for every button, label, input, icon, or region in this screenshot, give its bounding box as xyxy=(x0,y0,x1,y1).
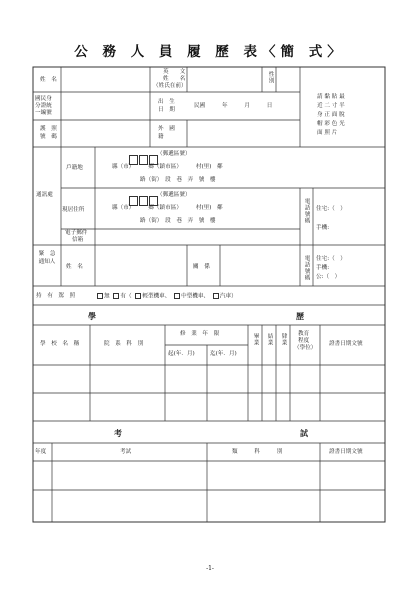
gender-label: 性別 xyxy=(267,71,274,85)
gender-field[interactable] xyxy=(277,68,299,91)
email-field[interactable] xyxy=(96,230,299,244)
household-addr-line1[interactable]: 縣（市） 鄉（鎮市區） 村(里) 鄰 xyxy=(112,164,223,170)
graduated-header: 畢業 xyxy=(252,333,259,347)
photo-instruction-2: 近 二 寸 半 xyxy=(317,103,345,109)
license-medium-checkbox[interactable] xyxy=(174,293,180,299)
page-number: -1- xyxy=(206,565,214,572)
name-field[interactable] xyxy=(62,68,149,91)
emergency-name-field[interactable] xyxy=(96,246,186,285)
emergency-name-label: 姓 名 xyxy=(66,264,83,270)
english-name-label-1: 英 文 xyxy=(163,69,186,75)
license-none-checkbox[interactable] xyxy=(97,293,103,299)
household-addr-line2[interactable]: 路（街） 段 巷 弄 號 樓 xyxy=(140,177,216,183)
birth-date-field[interactable]: 民國 年 月 日 xyxy=(194,103,273,109)
education-row-2[interactable] xyxy=(34,394,384,420)
exam-row-2[interactable] xyxy=(34,491,384,521)
form-title: 公 務 人 員 履 歷 表〈簡 式〉 xyxy=(74,44,346,60)
license-medium-label: 中型機車、 xyxy=(181,293,210,300)
completed-header: 結業 xyxy=(266,333,273,347)
photo-instruction-5: 面 照 片 xyxy=(317,130,338,136)
residence-addr-line2[interactable]: 路（街） 段 巷 弄 號 樓 xyxy=(140,218,216,224)
license-has-checkbox[interactable] xyxy=(113,293,119,299)
degree-header-3: （學位） xyxy=(294,345,317,351)
passport-label-1: 護 照 xyxy=(40,126,57,132)
exam-row-1[interactable] xyxy=(34,462,384,489)
dropped-header: 肄業 xyxy=(280,333,287,347)
emergency-label: 緊 急 通知人 xyxy=(38,251,61,265)
license-light-label: 輕型機車、 xyxy=(142,293,171,300)
license-car-checkbox[interactable] xyxy=(213,293,219,299)
email-label-1: 電子郵件 xyxy=(65,230,88,236)
household-label: 戶籍地 xyxy=(66,165,83,171)
email-label-2: 信箱 xyxy=(72,237,84,243)
residence-postal-label: （郵遞區號） xyxy=(157,192,191,198)
degree-header-1: 教育 xyxy=(298,331,310,337)
cert-header: 證書日期文號 xyxy=(329,341,363,347)
address-label: 通訊處 xyxy=(36,192,53,198)
mobile-field[interactable]: 手機: xyxy=(316,225,330,231)
photo-instruction-4: 帽 彩 色 光 xyxy=(317,121,345,127)
english-name-field[interactable] xyxy=(188,68,261,91)
exam-heading-2: 試 xyxy=(300,428,308,438)
license-car-label: 汽車） xyxy=(219,293,237,300)
id-label-3: 一編號 xyxy=(35,110,52,116)
passport-field[interactable] xyxy=(62,121,149,146)
license-has-label: 有（ xyxy=(120,293,132,300)
to-header: 迄(年．月) xyxy=(210,351,237,357)
id-label-2: 分證統 xyxy=(35,103,52,109)
birth-label-1: 出 生 xyxy=(158,99,175,105)
degree-header-2: 程度 xyxy=(298,338,310,344)
experience-heading: 歷 xyxy=(296,311,304,321)
school-header: 學 校 名 稱 xyxy=(40,341,80,347)
name-label: 姓 名 xyxy=(40,77,57,83)
birth-label-2: 日 期 xyxy=(158,107,175,113)
passport-label-2: 號 碼 xyxy=(40,134,57,140)
license-none-label: 無 xyxy=(104,293,110,300)
english-name-label-3: （姓氏在前） xyxy=(153,83,187,89)
household-postal-label: （郵遞區號） xyxy=(157,151,191,157)
exam-cert-header: 證書日期文號 xyxy=(329,449,363,455)
emergency-phone-label: 電話號碼 xyxy=(303,255,310,282)
relation-label: 關 係 xyxy=(193,264,210,270)
emergency-mobile[interactable]: 手機: xyxy=(316,265,330,271)
photo-instruction-1: 請 黏 貼 最 xyxy=(317,94,345,100)
education-row-1[interactable] xyxy=(34,366,384,392)
category-header: 類 科 別 xyxy=(232,449,283,455)
license-light-checkbox[interactable] xyxy=(135,293,141,299)
residence-addr-line1[interactable]: 縣（市） 鄉（鎮市區） 村(里) 鄰 xyxy=(112,205,223,211)
department-header: 院 系 科 別 xyxy=(104,341,144,347)
education-heading: 學 xyxy=(88,311,96,321)
id-label-1: 國民身 xyxy=(35,96,52,102)
study-period-header: 修 業 年 限 xyxy=(180,331,220,337)
foreign-label-1: 外 國 xyxy=(158,126,175,132)
year-header: 年度 xyxy=(35,449,47,455)
license-options xyxy=(95,293,237,301)
home-phone-field[interactable]: 住宅:（ ） xyxy=(316,206,346,212)
exam-name-header: 考試 xyxy=(120,449,132,455)
photo-instruction-3: 身 正 面 脫 xyxy=(317,112,345,118)
id-number-field[interactable] xyxy=(62,93,149,119)
english-name-label-2: 姓 名 xyxy=(163,76,186,82)
foreign-label-2: 籍 xyxy=(158,134,175,140)
emergency-office-phone[interactable]: 公:（ ） xyxy=(316,274,341,280)
from-header: 起(年．月) xyxy=(168,351,195,357)
license-label: 持 有 駕 照 xyxy=(36,293,76,299)
relation-field[interactable] xyxy=(221,246,299,285)
exam-heading: 考 xyxy=(114,428,122,438)
emergency-home-phone[interactable]: 住宅:（ ） xyxy=(316,256,346,262)
phone-label: 電話號碼 xyxy=(303,198,310,225)
residence-label: 現居住所 xyxy=(62,207,85,213)
